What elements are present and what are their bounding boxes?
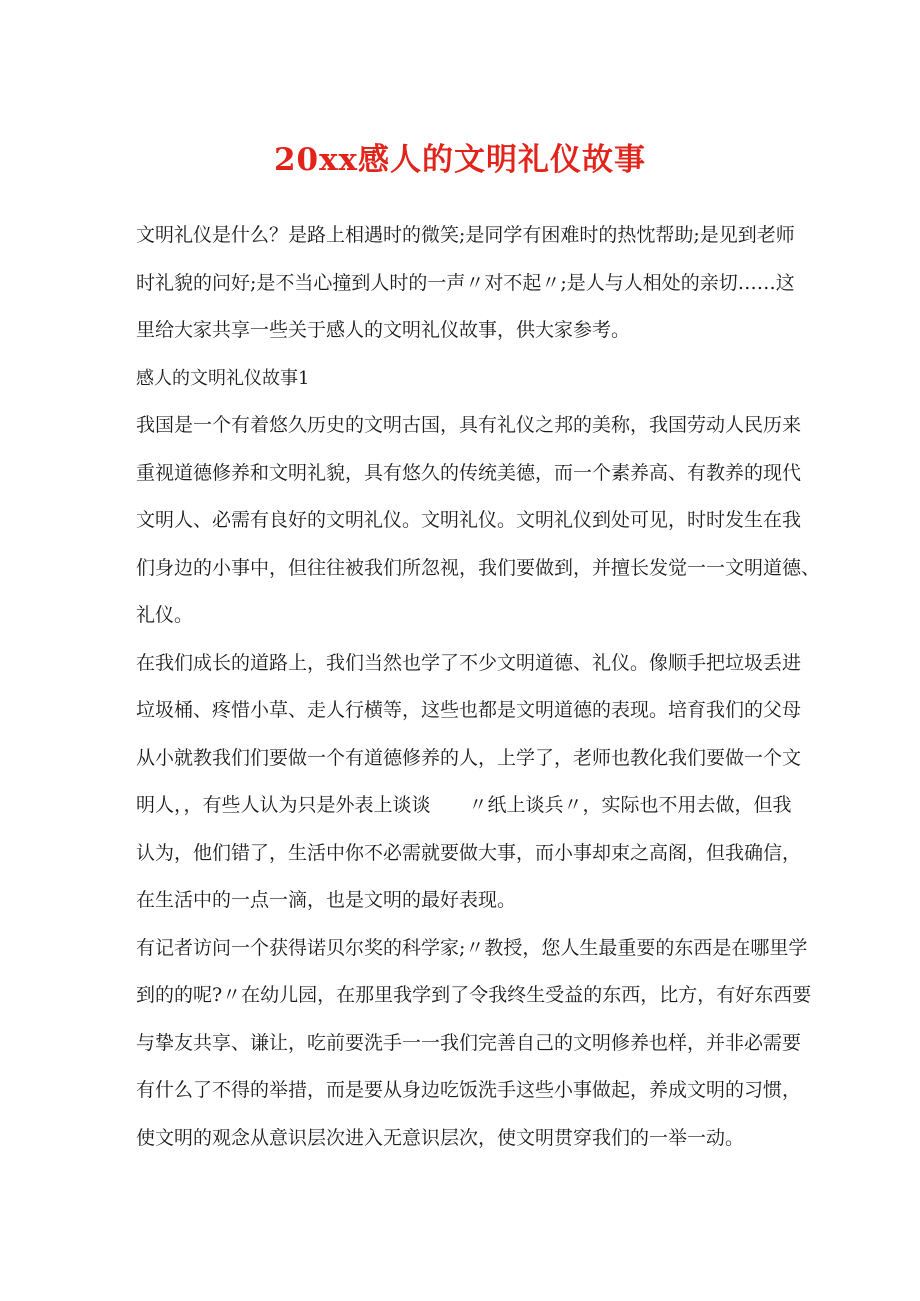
text-line: 文明礼仪是什么？是路上相遇时的微笑;是同学有困难时的热忱帮助;是见到老师 — [136, 224, 795, 246]
text-line: 礼仪。 — [136, 604, 194, 626]
text-line: 与挚友共享、谦让，吃前要洗手一一我们完善自己的文明修养也样，并非必需要 — [136, 1031, 802, 1054]
text-line: 们身边的小事中，但往往被我们所忽视，我们要做到，并擅长发觉一一文明道德、 — [136, 556, 821, 579]
text-line: 重视道德修养和文明礼貌，具有悠久的传统美德，而一个素养高、有教养的现代 — [136, 461, 802, 484]
document-title: 20xx感人的文明礼仪故事 — [273, 142, 647, 178]
text-line: 有什么了不得的举措，而是要从身边吃饭洗手这些小事做起，养成文明的习惯， — [136, 1079, 802, 1101]
text-line: 从小就教我们们要做一个有道德修养的人，上学了，老师也教化我们要做一个文 — [136, 746, 802, 769]
text-line: 明人，，有些人认为只是外表上谈谈 〃纸上谈兵〃，实际也不用去做，但我 — [136, 794, 792, 816]
text-line: 在我们成长的道路上，我们当然也学了不少文明道德、礼仪。像顺手把垃圾丢进 — [136, 651, 802, 674]
text-line: 在生活中的一点一滴，也是文明的最好表现。 — [136, 889, 517, 911]
text-line: 到的的呢?〃在幼儿园，在那里我学到了令我终生受益的东西，比方，有好东西要 — [136, 984, 812, 1006]
text-line: 里给大家共享一些关于感人的文明礼仪故事，供大家参考。 — [136, 319, 631, 341]
text-line: 有记者访问一个获得诺贝尔奖的科学家;〃教授，您人生最重要的东西是在哪里学 — [136, 936, 808, 959]
text-line: 认为，他们错了，生活中你不必需就要做大事，而小事却束之高阁，但我确信， — [136, 841, 802, 864]
section-heading: 感人的文明礼仪故事1 — [136, 367, 310, 389]
text-line: 时礼貌的问好;是不当心撞到人时的一声〃对不起〃;是人与人相处的亲切……这 — [136, 271, 795, 294]
text-line: 文明人、必需有良好的文明礼仪。文明礼仪。文明礼仪到处可见，时时发生在我 — [136, 509, 802, 531]
text-line: 使文明的观念从意识层次进入无意识层次，使文明贯穿我们的一举一动。 — [136, 1126, 745, 1149]
document-body — [136, 212, 821, 1162]
text-line: 垃圾桶、疼惜小草、走人行横等，这些也都是文明道德的表现。培育我们的父母 — [136, 699, 802, 721]
text-line: 我国是一个有着悠久历史的文明古国，具有礼仪之邦的美称，我国劳动人民历来 — [136, 414, 802, 436]
